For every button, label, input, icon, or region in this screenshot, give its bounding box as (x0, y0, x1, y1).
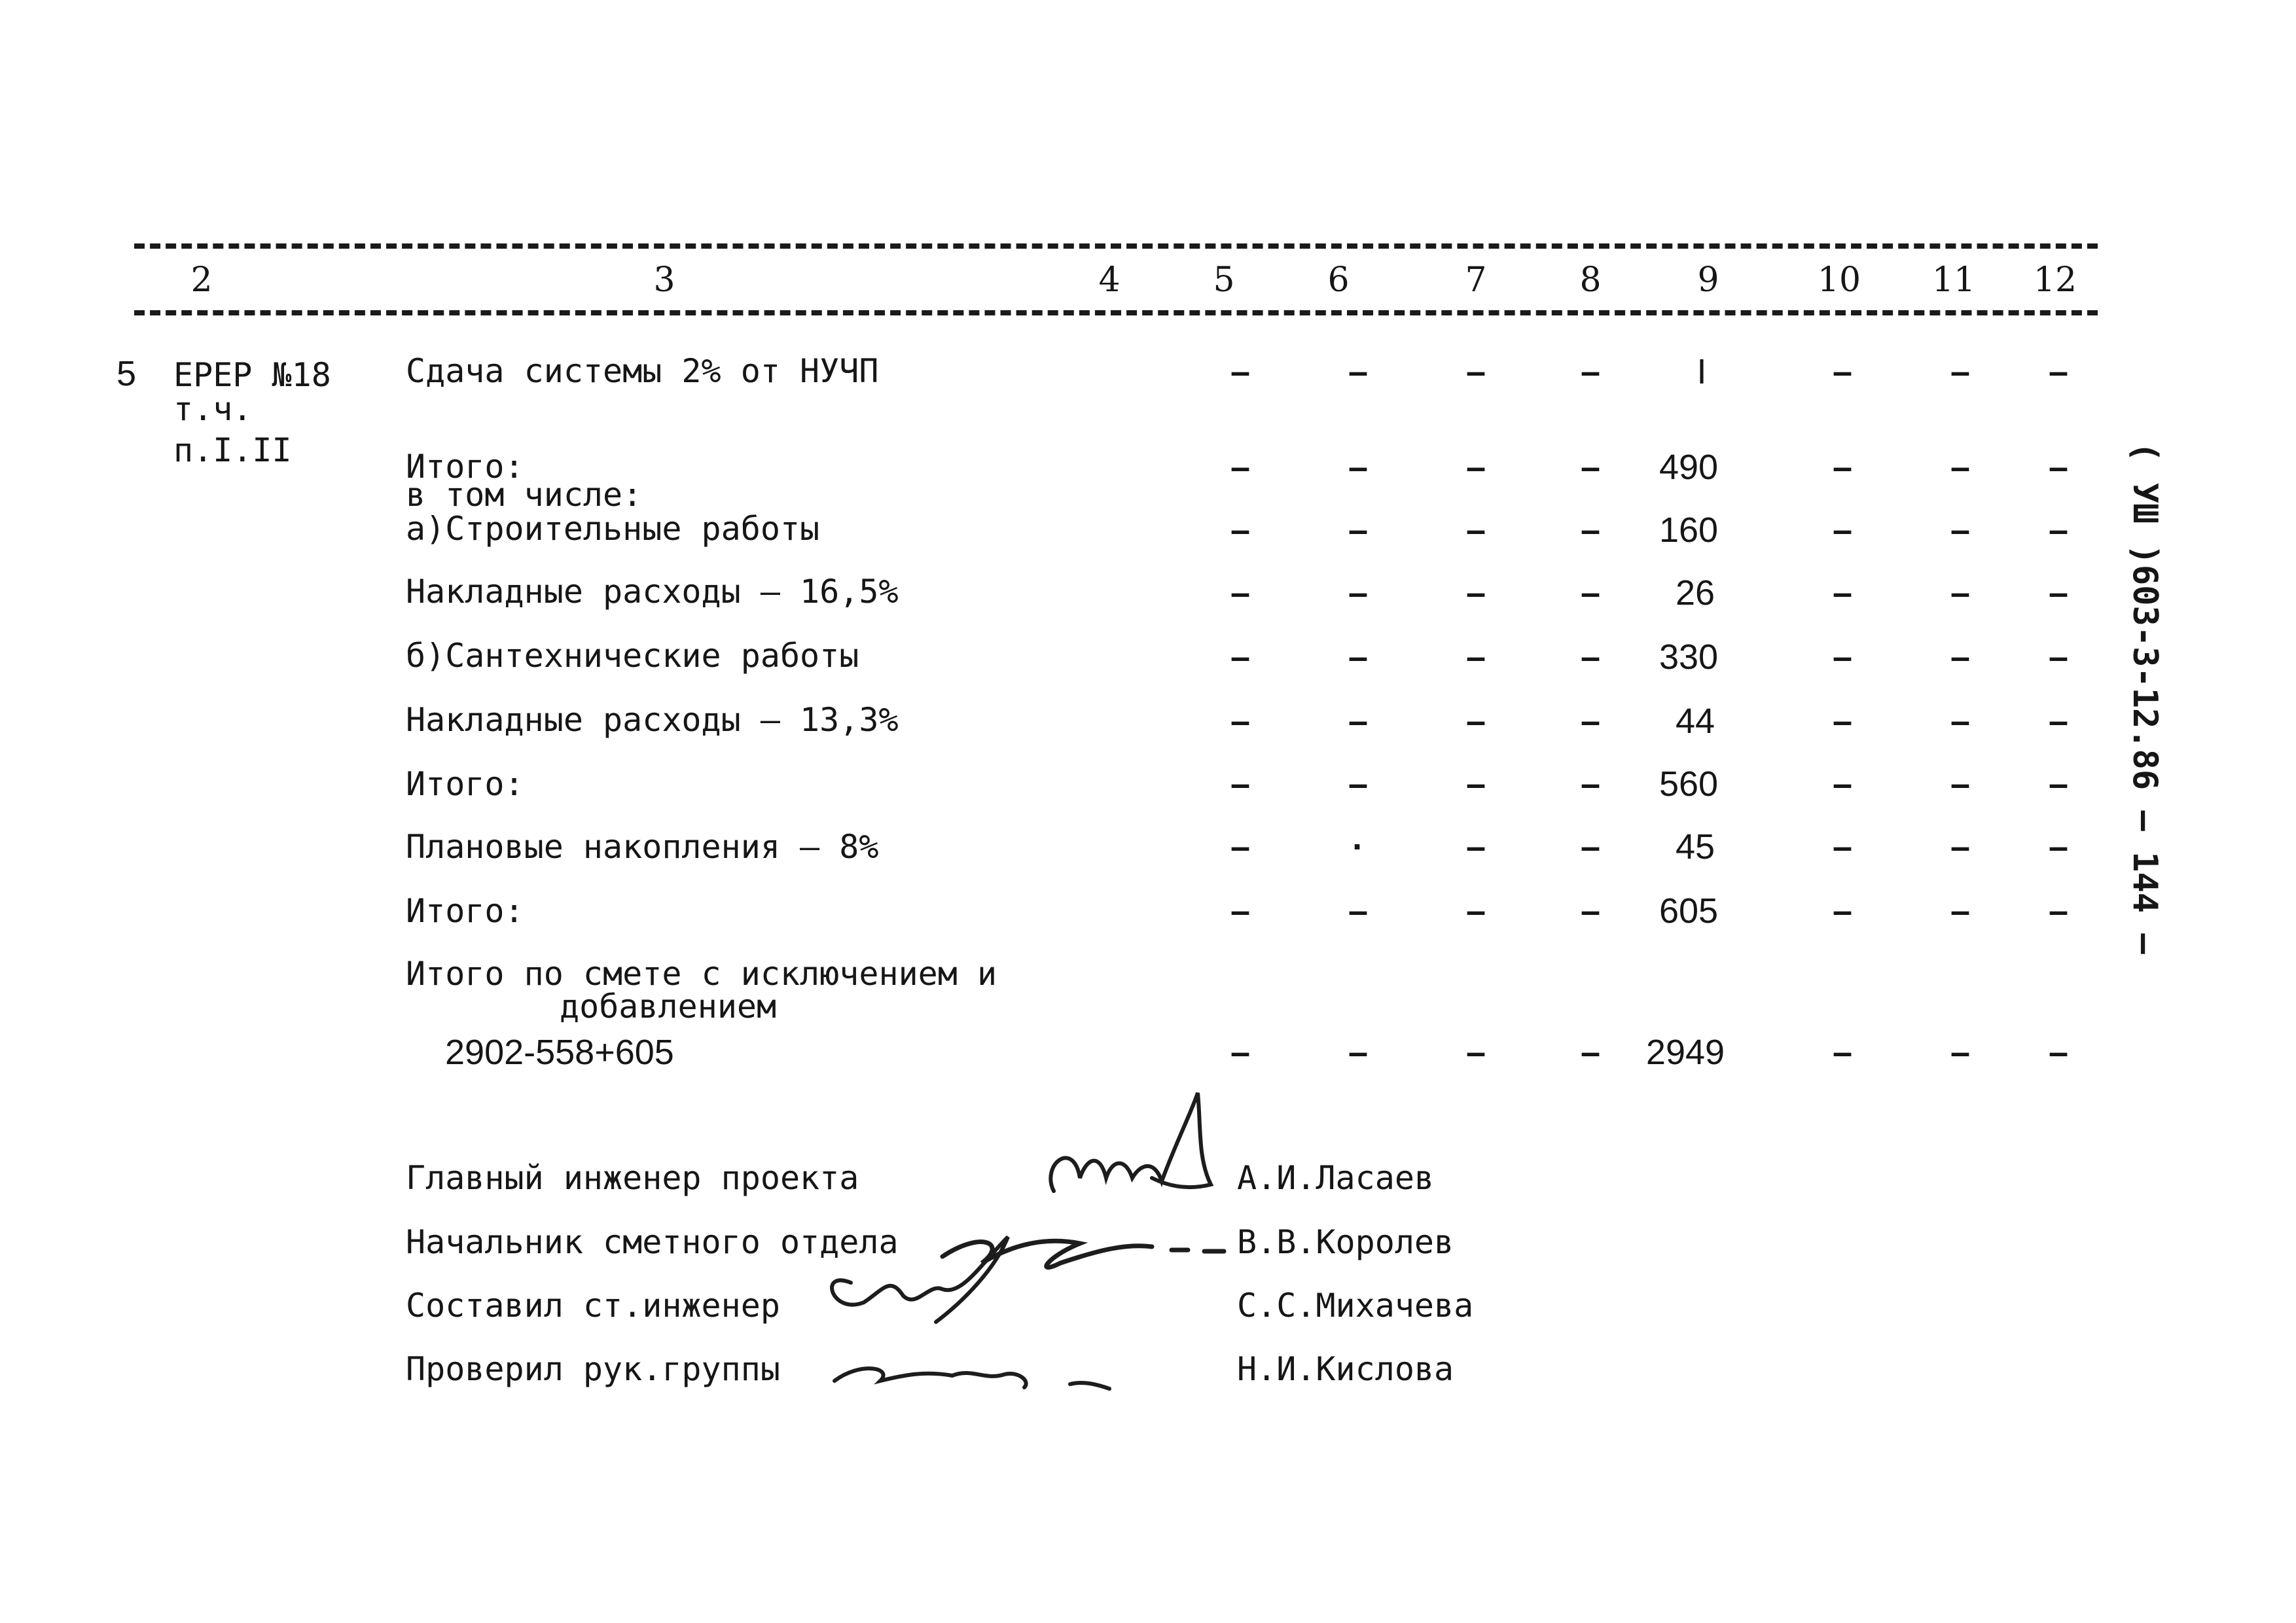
handwritten-signature (821, 1335, 1122, 1407)
table-cell: – (2048, 702, 2069, 741)
table-cell: 26 (1675, 573, 1715, 613)
row-label: б)Сантехнические работы (406, 637, 859, 675)
column-header: 6 (1327, 260, 1350, 300)
column-header: 8 (1579, 260, 1602, 300)
table-cell: – (1950, 573, 1971, 613)
header-rule-top (134, 243, 2098, 249)
row-label: 2902-558+605 (445, 1033, 674, 1072)
table-cell: – (1950, 352, 1971, 391)
table-cell: – (1230, 637, 1251, 677)
table-cell: 330 (1659, 637, 1719, 677)
signature-name: Н.И.Кислова (1237, 1350, 1454, 1388)
table-cell: – (1580, 448, 1601, 487)
table-cell: – (1950, 1033, 1971, 1072)
table-cell: – (1580, 827, 1601, 866)
row-label: в том числе: (406, 476, 643, 514)
table-cell: 160 (1659, 510, 1719, 550)
row-label: Итого по смете с исключением и (406, 955, 997, 993)
side-document-label: ( УШ )603-3-12.86 – 144 – (2125, 442, 2164, 954)
item-reference-line: п.I.II (173, 431, 292, 469)
table-cell: – (1348, 702, 1369, 741)
table-cell: – (1465, 702, 1486, 741)
table-cell: – (1832, 573, 1853, 613)
table-cell: – (1832, 510, 1853, 550)
table-cell: – (1950, 448, 1971, 487)
table-cell: – (1832, 702, 1853, 741)
table-cell: – (1580, 702, 1601, 741)
table-cell: – (1230, 891, 1251, 931)
signature-name: А.И.Ласаев (1237, 1159, 1435, 1197)
table-cell: – (1832, 1033, 1853, 1072)
handwritten-signature (1034, 1086, 1244, 1217)
table-cell: – (1580, 510, 1601, 550)
column-header: 9 (1697, 260, 1719, 300)
table-cell: – (1950, 827, 1971, 866)
table-cell: – (1230, 1033, 1251, 1072)
row-label: Итого: (406, 448, 524, 486)
table-cell: – (1465, 448, 1486, 487)
table-cell: – (1230, 448, 1251, 487)
table-cell: – (1465, 352, 1486, 391)
table-cell: – (2048, 510, 2069, 550)
table-cell: – (2048, 352, 2069, 391)
table-cell: I (1696, 352, 1707, 391)
table-cell: – (1950, 637, 1971, 677)
table-cell: – (1832, 764, 1853, 804)
table-cell: – (2048, 637, 2069, 677)
table-cell: – (1230, 702, 1251, 741)
row-label: а)Строительные работы (406, 510, 820, 548)
column-header: 3 (653, 260, 675, 300)
table-cell: · (1352, 827, 1364, 866)
item-reference-line: ЕРЕР №18 (173, 356, 331, 394)
table-cell: – (1950, 702, 1971, 741)
table-cell: – (1230, 764, 1251, 804)
column-header: 10 (1817, 260, 1861, 300)
table-cell: – (1348, 352, 1369, 391)
table-cell: 2949 (1645, 1033, 1725, 1072)
table-cell: – (1348, 510, 1369, 550)
column-header: 4 (1098, 260, 1121, 300)
handwritten-signature (812, 1224, 1060, 1329)
table-cell: – (1950, 764, 1971, 804)
table-cell: 44 (1675, 702, 1715, 741)
table-cell: – (1348, 1033, 1369, 1072)
table-cell: – (1580, 573, 1601, 613)
table-cell: 560 (1659, 764, 1719, 804)
signature-title: Начальник сметного отдела (406, 1223, 899, 1261)
table-cell: – (1465, 573, 1486, 613)
table-cell: – (1348, 637, 1369, 677)
row-label: Накладные расходы – 13,3% (406, 701, 899, 739)
table-cell: – (1465, 1033, 1486, 1072)
row-label: Накладные расходы – 16,5% (406, 573, 899, 611)
signature-name: В.В.Королев (1237, 1223, 1454, 1261)
column-header: 5 (1213, 260, 1235, 300)
signature-title: Проверил рук.группы (406, 1350, 780, 1388)
row-label: Итого: (406, 892, 524, 930)
item-reference-line: т.ч. (173, 390, 253, 428)
table-cell: – (1230, 352, 1251, 391)
table-cell: – (2048, 891, 2069, 931)
table-cell: – (1465, 764, 1486, 804)
table-cell: 490 (1659, 448, 1719, 487)
column-header: 7 (1465, 260, 1487, 300)
table-cell: – (2048, 1033, 2069, 1072)
table-cell: – (1348, 448, 1369, 487)
row-label: Итого: (406, 765, 524, 803)
table-cell: – (1348, 573, 1369, 613)
table-cell: – (1348, 764, 1369, 804)
table-cell: – (1465, 637, 1486, 677)
table-cell: – (2048, 573, 2069, 613)
table-cell: – (1230, 573, 1251, 613)
table-cell: – (2048, 448, 2069, 487)
table-cell: – (1950, 510, 1971, 550)
row-label: добавлением (560, 988, 777, 1026)
column-header: 11 (1931, 260, 1976, 300)
column-header: 2 (190, 260, 213, 300)
table-cell: – (2048, 764, 2069, 804)
table-cell: – (1465, 891, 1486, 931)
table-cell: – (2048, 827, 2069, 866)
table-cell: – (1580, 352, 1601, 391)
table-cell: 45 (1675, 827, 1715, 866)
signature-title: Составил ст.инженер (406, 1287, 780, 1325)
table-cell: – (1230, 827, 1251, 866)
table-cell: 605 (1659, 891, 1719, 931)
table-cell: – (1580, 764, 1601, 804)
table-cell: – (1832, 352, 1853, 391)
table-cell: – (1832, 827, 1853, 866)
table-cell: – (1465, 510, 1486, 550)
row-label: Сдача системы 2% от НУЧП (406, 352, 879, 390)
table-cell: – (1832, 448, 1853, 487)
table-cell: – (1580, 891, 1601, 931)
table-cell: – (1580, 637, 1601, 677)
signature-name: С.С.Михачева (1237, 1287, 1474, 1325)
table-cell: – (1348, 891, 1369, 931)
item-number: 5 (117, 354, 137, 393)
table-cell: – (1580, 1033, 1601, 1072)
column-header: 12 (2033, 260, 2077, 300)
row-label: Плановые накопления – 8% (406, 828, 879, 866)
header-rule-bottom (134, 310, 2098, 315)
table-cell: – (1950, 891, 1971, 931)
table-cell: – (1832, 891, 1853, 931)
table-cell: – (1832, 637, 1853, 677)
table-cell: – (1465, 827, 1486, 866)
signature-title: Главный инженер проекта (406, 1159, 859, 1197)
table-cell: – (1230, 510, 1251, 550)
